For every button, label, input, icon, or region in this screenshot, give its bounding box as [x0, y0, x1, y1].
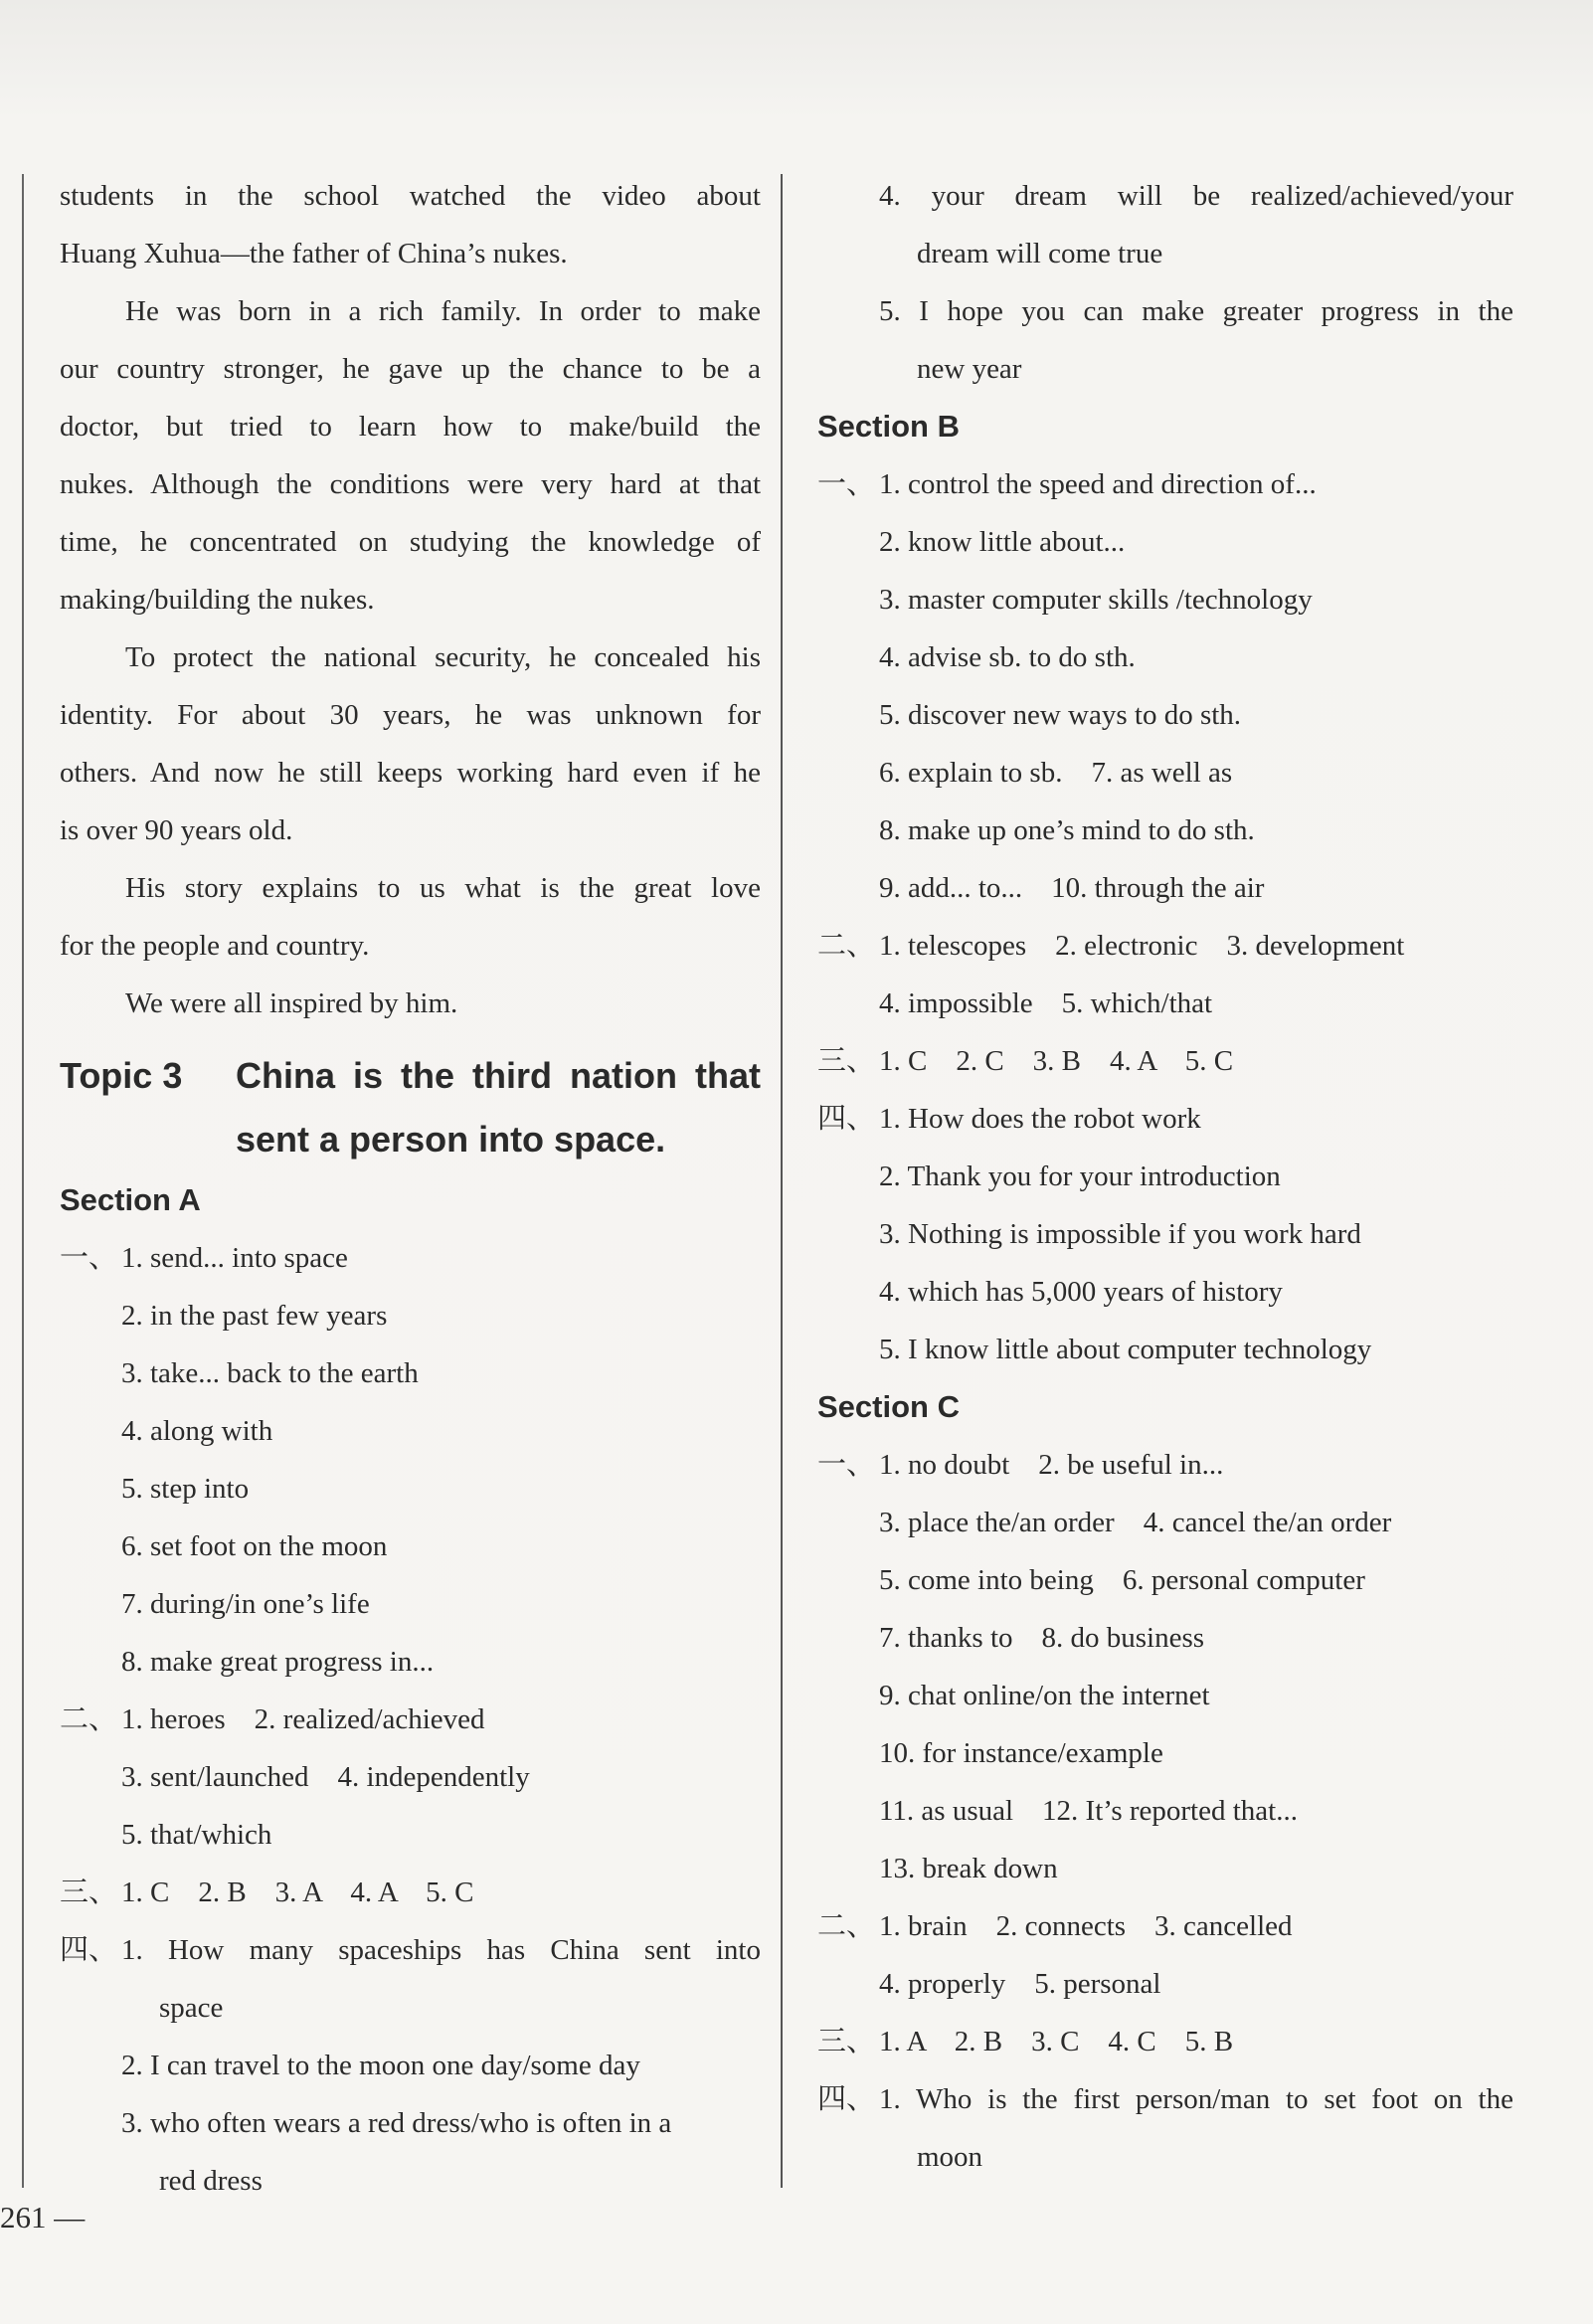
list-item: 10. for instance/example — [879, 1737, 1163, 1769]
list-item: 2. in the past few years — [121, 1300, 388, 1332]
part-marker: 三、 — [817, 2026, 876, 2057]
list-item: 5. discover new ways to do sth. — [879, 699, 1242, 731]
part-marker: 四、 — [817, 1103, 876, 1135]
part-marker: 二、 — [817, 1910, 876, 1942]
list-item: 四、 1. Who is the first person/man to set foot on the — [817, 2070, 1513, 2128]
passage-line: We were all inspired by him. — [125, 987, 458, 1019]
passage-line: time, he concentrated on studying the knowledge of — [60, 526, 761, 558]
list-item-continued: new year — [917, 353, 1022, 385]
list-item: 7. thanks to 8. do business — [879, 1622, 1205, 1654]
list-item: 二、 1. brain 2. connects 3. cancelled — [817, 1897, 1513, 1955]
part-marker: 三、 — [817, 1045, 876, 1077]
section-b-heading: Section B — [817, 409, 960, 444]
list-item: 4. your dream will be realized/achieved/your — [879, 180, 1513, 212]
part-marker: 四、 — [60, 1934, 118, 1966]
list-item: 11. as usual 12. It’s reported that... — [879, 1795, 1298, 1827]
list-item: 7. during/in one’s life — [121, 1588, 370, 1620]
list-item: 6. explain to sb. 7. as well as — [879, 757, 1233, 789]
list-item: 二、 1. heroes 2. realized/achieved — [60, 1691, 761, 1748]
list-item: 二、 1. telescopes 2. electronic 3. development — [817, 917, 1513, 975]
list-item: 三、 1. C 2. C 3. B 4. A 5. C — [817, 1032, 1513, 1090]
topic-title-line1: China is the third nation that — [236, 1055, 761, 1096]
list-item: 3. place the/an order 4. cancel the/an order — [879, 1507, 1392, 1538]
section-c-heading: Section C — [817, 1389, 960, 1424]
list-item: 3. master computer skills /technology — [879, 584, 1313, 616]
column-divider — [781, 174, 783, 2188]
topic-title-line2: sent a person into space. — [236, 1119, 666, 1160]
passage-line: His story explains to us what is the great love — [125, 872, 761, 904]
list-item: 2. I can travel to the moon one day/some day — [121, 2050, 640, 2081]
list-item: 4. properly 5. personal — [879, 1968, 1161, 2000]
list-item: 5. I know little about computer technology — [879, 1334, 1372, 1365]
list-item: 5. I hope you can make greater progress in the — [879, 295, 1513, 327]
list-item: 一、 1. send... into space — [60, 1229, 761, 1287]
list-item: 四、 1. How does the robot work — [817, 1090, 1513, 1148]
list-item: 9. chat online/on the internet — [879, 1680, 1210, 1711]
left-margin-rule — [22, 174, 24, 2188]
passage-line: making/building the nukes. — [60, 584, 375, 616]
right-column — [817, 167, 1513, 2186]
list-item: 5. step into — [121, 1473, 250, 1505]
passage-line: identity. For about 30 years, he was unknown for — [60, 699, 761, 731]
part-marker: 四、 — [817, 2083, 876, 2115]
list-item: 3. sent/launched 4. independently — [121, 1761, 530, 1793]
list-item: 4. along with — [121, 1415, 273, 1447]
topic-label: Topic 3 — [60, 1055, 183, 1096]
passage-line: others. And now he still keeps working hard even if he — [60, 757, 761, 789]
list-item: 一、 1. no doubt 2. be useful in... — [817, 1436, 1513, 1494]
left-column — [60, 167, 761, 2210]
list-item: 8. make great progress in... — [121, 1646, 435, 1678]
passage-line: for the people and country. — [60, 930, 370, 962]
list-item: 四、 1. How many spaceships has China sent into — [60, 1921, 761, 1979]
part-marker: 二、 — [817, 930, 876, 962]
passage-line: He was born in a rich family. In order to make — [125, 295, 761, 327]
passage-line: nukes. Although the conditions were very hard at that — [60, 468, 761, 500]
topic-heading — [60, 1044, 761, 1171]
list-item: 三、 1. C 2. B 3. A 4. A 5. C — [60, 1864, 761, 1921]
part-marker: 二、 — [60, 1703, 118, 1735]
passage-line: our country stronger, he gave up the chance to be a — [60, 353, 761, 385]
list-item: 5. come into being 6. personal computer — [879, 1564, 1365, 1596]
passage-line: doctor, but tried to learn how to make/build the — [60, 411, 761, 443]
list-item: 3. who often wears a red dress/who is often in a — [121, 2107, 672, 2139]
list-item: 一、 1. control the speed and direction of... — [817, 455, 1513, 513]
list-item: 13. break down — [879, 1853, 1058, 1884]
list-item: 4. impossible 5. which/that — [879, 987, 1213, 1019]
part-marker: 一、 — [60, 1242, 118, 1274]
list-item-continued: space — [159, 1992, 224, 2024]
passage-line: To protect the national security, he concealed his — [125, 641, 761, 673]
list-item: 4. which has 5,000 years of history — [879, 1276, 1283, 1308]
list-item-continued: dream will come true — [917, 238, 1163, 269]
page-number: 261 — — [0, 2200, 86, 2235]
passage-line: students in the school watched the video about — [60, 180, 761, 212]
list-item: 3. take... back to the earth — [121, 1357, 419, 1389]
list-item: 6. set foot on the moon — [121, 1530, 388, 1562]
list-item: 三、 1. A 2. B 3. C 4. C 5. B — [817, 2013, 1513, 2070]
list-item: 5. that/which — [121, 1819, 272, 1851]
list-item-continued: moon — [917, 2141, 983, 2173]
list-item: 2. know little about... — [879, 526, 1126, 558]
list-item-continued: red dress — [159, 2165, 263, 2197]
list-item: 9. add... to... 10. through the air — [879, 872, 1265, 904]
part-marker: 一、 — [817, 1449, 876, 1481]
passage-line: Huang Xuhua—the father of China’s nukes. — [60, 238, 568, 269]
passage-line: is over 90 years old. — [60, 814, 293, 846]
list-item: 3. Nothing is impossible if you work hard — [879, 1218, 1361, 1250]
list-item: 2. Thank you for your introduction — [879, 1161, 1281, 1192]
part-marker: 三、 — [60, 1877, 118, 1908]
part-marker: 一、 — [817, 468, 876, 500]
section-a-heading: Section A — [60, 1182, 201, 1217]
list-item: 8. make up one’s mind to do sth. — [879, 814, 1255, 846]
list-item: 4. advise sb. to do sth. — [879, 641, 1136, 673]
